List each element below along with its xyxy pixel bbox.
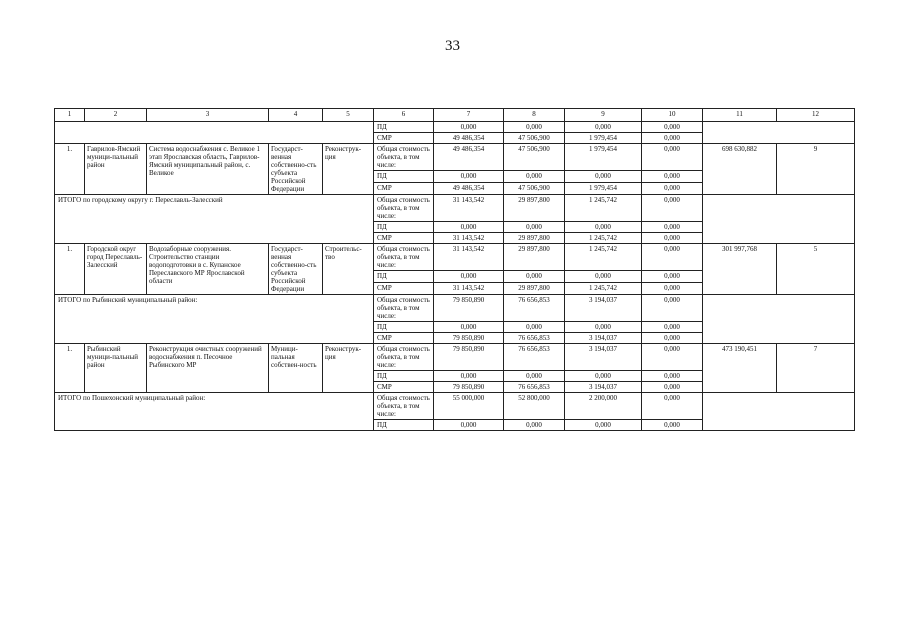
value-cell: 76 656,853 bbox=[504, 344, 565, 371]
table-row bbox=[55, 122, 855, 133]
value-cell: 29 897,800 bbox=[504, 283, 565, 295]
value-cell: 47 506,900 bbox=[504, 183, 565, 195]
project-c4-cell: Муници-пальная собствен-ность bbox=[269, 344, 323, 393]
value-cell: 31 143,542 bbox=[434, 195, 504, 222]
investment-table bbox=[54, 108, 855, 431]
value-cell: 0,000 bbox=[504, 271, 565, 283]
value-cell: 55 000,000 bbox=[434, 393, 504, 420]
total-label-cell: ИТОГО по Рыбинский муниципальный район: bbox=[55, 295, 374, 344]
total-estimate-cell: 301 997,768 bbox=[703, 244, 777, 295]
column-header: 6 bbox=[374, 109, 434, 122]
value-cell: 3 194,037 bbox=[565, 295, 642, 322]
total-blank-cell bbox=[703, 393, 855, 431]
value-cell: 29 897,800 bbox=[504, 195, 565, 222]
project-c2-cell: Гаврилов-Ямский муници-пальный район bbox=[85, 144, 147, 195]
value-cell: 0,000 bbox=[642, 295, 703, 322]
value-cell: 31 143,542 bbox=[434, 283, 504, 295]
cost-type-cell: СМР bbox=[374, 283, 434, 295]
value-cell: 0,000 bbox=[504, 171, 565, 183]
value-cell: 0,000 bbox=[642, 283, 703, 295]
continued-blank-cell bbox=[55, 122, 374, 144]
value-cell: 0,000 bbox=[642, 133, 703, 144]
column-header: 1 bbox=[55, 109, 85, 122]
value-cell: 0,000 bbox=[642, 233, 703, 244]
value-cell: 0,000 bbox=[504, 122, 565, 133]
project-c4-cell: Государст-венная собственно-сть субъекта Российской Федерации bbox=[269, 144, 323, 195]
total-blank-cell bbox=[703, 195, 855, 244]
value-cell: 1 245,742 bbox=[565, 283, 642, 295]
value-cell: 0,000 bbox=[504, 371, 565, 382]
project-c2-cell: Рыбинский муници-пальный район bbox=[85, 344, 147, 393]
project-c3-cell: Водозаборные сооружения. Строительство станции водоподготовки в с. Купанское Переславского МР Ярославской области bbox=[147, 244, 269, 295]
value-cell: 1 979,454 bbox=[565, 144, 642, 171]
value-cell: 0,000 bbox=[565, 420, 642, 431]
value-cell: 76 656,853 bbox=[504, 295, 565, 322]
value-cell: 49 486,354 bbox=[434, 183, 504, 195]
column-header: 3 bbox=[147, 109, 269, 122]
project-c3-cell: Реконструкция очистных сооружений водоснабжения п. Песочное Рыбинского МР bbox=[147, 344, 269, 393]
value-cell: 49 486,354 bbox=[434, 144, 504, 171]
table-row bbox=[55, 295, 855, 322]
cost-type-cell: Общая стоимость объекта, в том числе: bbox=[374, 393, 434, 420]
cost-type-cell: СМР bbox=[374, 233, 434, 244]
cost-type-cell: Общая стоимость объекта, в том числе: bbox=[374, 144, 434, 171]
cost-type-cell: ПД bbox=[374, 122, 434, 133]
total-estimate-cell: 473 190,451 bbox=[703, 344, 777, 393]
value-cell: 0,000 bbox=[434, 371, 504, 382]
table-row bbox=[55, 344, 855, 371]
table-row bbox=[55, 244, 855, 271]
value-cell: 0,000 bbox=[434, 420, 504, 431]
value-cell: 0,000 bbox=[642, 222, 703, 233]
cost-type-cell: Общая стоимость объекта, в том числе: bbox=[374, 195, 434, 222]
value-cell: 0,000 bbox=[504, 420, 565, 431]
value-cell: 0,000 bbox=[642, 393, 703, 420]
rank-cell: 9 bbox=[777, 144, 855, 195]
value-cell: 29 897,800 bbox=[504, 233, 565, 244]
value-cell: 0,000 bbox=[434, 322, 504, 333]
value-cell: 1 979,454 bbox=[565, 183, 642, 195]
continued-blank-cell bbox=[703, 122, 855, 144]
value-cell: 3 194,037 bbox=[565, 382, 642, 393]
value-cell: 47 506,900 bbox=[504, 144, 565, 171]
cost-type-cell: СМР bbox=[374, 133, 434, 144]
value-cell: 52 800,000 bbox=[504, 393, 565, 420]
value-cell: 0,000 bbox=[434, 271, 504, 283]
column-header: 12 bbox=[777, 109, 855, 122]
table-row bbox=[55, 393, 855, 420]
value-cell: 0,000 bbox=[642, 271, 703, 283]
value-cell: 1 245,742 bbox=[565, 244, 642, 271]
value-cell: 31 143,542 bbox=[434, 244, 504, 271]
project-c3-cell: Система водоснабжения с. Великое 1 этап Ярославская область, Гаврилов-Ямский муниципальный район, с. Великое bbox=[147, 144, 269, 195]
value-cell: 0,000 bbox=[642, 171, 703, 183]
value-cell: 76 656,853 bbox=[504, 382, 565, 393]
value-cell: 0,000 bbox=[642, 183, 703, 195]
value-cell: 79 850,890 bbox=[434, 382, 504, 393]
cost-type-cell: Общая стоимость объекта, в том числе: bbox=[374, 244, 434, 271]
table-row bbox=[55, 144, 855, 171]
value-cell: 0,000 bbox=[565, 122, 642, 133]
cost-type-cell: ПД bbox=[374, 271, 434, 283]
column-header: 2 bbox=[85, 109, 147, 122]
total-label-cell: ИТОГО по Пошехонский муниципальный район: bbox=[55, 393, 374, 431]
value-cell: 0,000 bbox=[565, 371, 642, 382]
project-c5-cell: Реконструк-ция bbox=[323, 344, 374, 393]
value-cell: 0,000 bbox=[504, 222, 565, 233]
value-cell: 0,000 bbox=[642, 333, 703, 344]
cost-type-cell: ПД bbox=[374, 371, 434, 382]
value-cell: 0,000 bbox=[642, 322, 703, 333]
total-label-cell: ИТОГО по городскому округу г. Переславль-Залесский bbox=[55, 195, 374, 244]
value-cell: 0,000 bbox=[434, 171, 504, 183]
column-header: 11 bbox=[703, 109, 777, 122]
project-c5-cell: Реконструк-ция bbox=[323, 144, 374, 195]
value-cell: 79 850,890 bbox=[434, 295, 504, 322]
value-cell: 0,000 bbox=[642, 420, 703, 431]
column-header: 9 bbox=[565, 109, 642, 122]
value-cell: 3 194,037 bbox=[565, 344, 642, 371]
value-cell: 0,000 bbox=[642, 144, 703, 171]
project-c2-cell: Городской округ город Переславль-Залесский bbox=[85, 244, 147, 295]
column-header: 7 bbox=[434, 109, 504, 122]
column-header: 10 bbox=[642, 109, 703, 122]
value-cell: 0,000 bbox=[434, 222, 504, 233]
value-cell: 79 850,890 bbox=[434, 333, 504, 344]
column-header: 5 bbox=[323, 109, 374, 122]
value-cell: 76 656,853 bbox=[504, 333, 565, 344]
value-cell: 79 850,890 bbox=[434, 344, 504, 371]
project-c5-cell: Строительс-тво bbox=[323, 244, 374, 295]
value-cell: 0,000 bbox=[565, 222, 642, 233]
project-c1-cell: 1. bbox=[55, 344, 85, 393]
value-cell: 2 200,000 bbox=[565, 393, 642, 420]
value-cell: 0,000 bbox=[642, 344, 703, 371]
column-header: 8 bbox=[504, 109, 565, 122]
value-cell: 0,000 bbox=[434, 122, 504, 133]
cost-type-cell: СМР bbox=[374, 382, 434, 393]
value-cell: 0,000 bbox=[504, 322, 565, 333]
cost-type-cell: ПД bbox=[374, 171, 434, 183]
value-cell: 0,000 bbox=[565, 171, 642, 183]
value-cell: 1 979,454 bbox=[565, 133, 642, 144]
value-cell: 0,000 bbox=[642, 382, 703, 393]
value-cell: 3 194,037 bbox=[565, 333, 642, 344]
value-cell: 0,000 bbox=[642, 122, 703, 133]
total-estimate-cell: 698 630,882 bbox=[703, 144, 777, 195]
value-cell: 1 245,742 bbox=[565, 233, 642, 244]
total-blank-cell bbox=[703, 295, 855, 344]
value-cell: 1 245,742 bbox=[565, 195, 642, 222]
value-cell: 0,000 bbox=[565, 271, 642, 283]
value-cell: 31 143,542 bbox=[434, 233, 504, 244]
cost-type-cell: ПД bbox=[374, 322, 434, 333]
table-row bbox=[55, 195, 855, 222]
project-c4-cell: Государст-венная собственно-сть субъекта Российской Федерации bbox=[269, 244, 323, 295]
cost-type-cell: ПД bbox=[374, 222, 434, 233]
column-header: 4 bbox=[269, 109, 323, 122]
value-cell: 0,000 bbox=[642, 244, 703, 271]
cost-type-cell: Общая стоимость объекта, в том числе: bbox=[374, 344, 434, 371]
value-cell: 47 506,900 bbox=[504, 133, 565, 144]
cost-type-cell: ПД bbox=[374, 420, 434, 431]
value-cell: 49 486,354 bbox=[434, 133, 504, 144]
page-number: 33 bbox=[445, 38, 460, 54]
project-c1-cell: 1. bbox=[55, 244, 85, 295]
value-cell: 29 897,800 bbox=[504, 244, 565, 271]
rank-cell: 7 bbox=[777, 344, 855, 393]
cost-type-cell: СМР bbox=[374, 183, 434, 195]
cost-type-cell: Общая стоимость объекта, в том числе: bbox=[374, 295, 434, 322]
rank-cell: 5 bbox=[777, 244, 855, 295]
value-cell: 0,000 bbox=[565, 322, 642, 333]
value-cell: 0,000 bbox=[642, 195, 703, 222]
cost-type-cell: СМР bbox=[374, 333, 434, 344]
table-header-row bbox=[55, 109, 855, 122]
value-cell: 0,000 bbox=[642, 371, 703, 382]
project-c1-cell: 1. bbox=[55, 144, 85, 195]
